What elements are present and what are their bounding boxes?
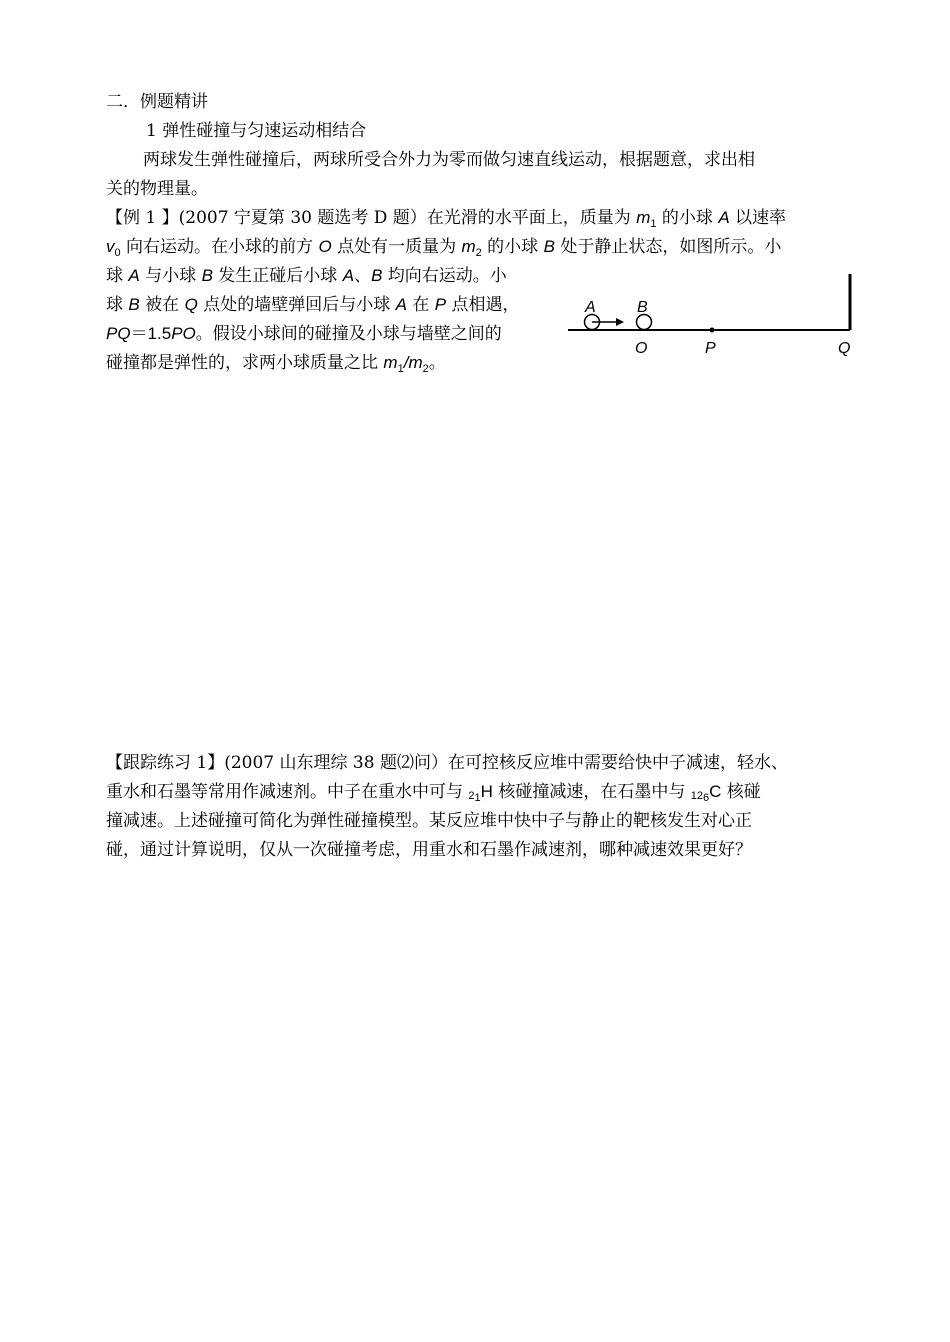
text: 的小球 xyxy=(656,208,719,228)
example1-line-1 xyxy=(106,205,786,237)
var-B: B xyxy=(371,266,383,285)
example1-line-3 xyxy=(106,263,507,289)
practice1-line-2 xyxy=(106,779,761,811)
var-m: m xyxy=(408,353,423,372)
text: 点相遇， xyxy=(446,295,520,315)
text: 向右运动。在小球的前方 xyxy=(120,237,319,257)
text: 的小球 xyxy=(481,237,544,257)
ball-b xyxy=(637,315,652,330)
var-B: B xyxy=(201,266,213,285)
sub-0: 0 xyxy=(114,247,121,259)
text: 点处有一质量为 xyxy=(331,237,462,257)
text: 核碰撞减速，在石墨中与 xyxy=(492,782,691,802)
sub-1: 1 xyxy=(650,218,657,230)
sub-2: 2 xyxy=(475,247,482,259)
text: 球 xyxy=(106,266,129,286)
var-v: v xyxy=(106,237,115,256)
label-o: O xyxy=(635,340,648,357)
sub-2: 2 xyxy=(422,363,429,375)
mass-number: 2 xyxy=(468,790,475,802)
var-A: A xyxy=(342,266,355,285)
var-B: B xyxy=(128,295,140,314)
element-c: C xyxy=(709,782,722,801)
collision-diagram xyxy=(560,268,860,368)
label-p: P xyxy=(705,340,716,357)
practice1-line-3: 撞减速。上述碰撞可简化为弹性碰撞模型。某反应堆中快中子与静止的靶核发生对心正 xyxy=(106,811,752,831)
text: 球 xyxy=(106,295,129,315)
text: 在 xyxy=(406,295,435,315)
var-A: A xyxy=(395,295,407,314)
text: 【例 1 】(2007 宁夏第 30 题选考 D 题）在光滑的水平面上，质量为 xyxy=(106,208,637,228)
text: 处于静止状态，如图所示。小 xyxy=(554,237,782,257)
var-A: A xyxy=(718,208,730,227)
atomic-number: 1 xyxy=(474,792,481,804)
intro-line-2: 关的物理量。 xyxy=(106,179,208,199)
text: 以速率 xyxy=(729,208,787,228)
var-m: m xyxy=(461,237,476,256)
var-m: m xyxy=(383,353,398,372)
text: 被在 xyxy=(139,295,185,315)
section-heading: 二．例题精讲 xyxy=(106,92,208,112)
var-O: O xyxy=(318,237,332,256)
var-PO: PO xyxy=(171,324,196,343)
text: 。假设小球间的碰撞及小球与墙壁之间的 xyxy=(195,324,502,344)
mass-number: 12 xyxy=(690,790,703,802)
text: 核碰 xyxy=(721,782,761,802)
text: 点处的墙壁弹回后与小球 xyxy=(197,295,396,315)
sub-1: 1 xyxy=(397,363,404,375)
text: 与小球 xyxy=(139,266,202,286)
example1-line-6 xyxy=(106,350,446,382)
example1-line-5 xyxy=(106,321,502,347)
label-a: A xyxy=(585,299,596,316)
text: ＝1.5 xyxy=(130,324,172,343)
text: 。 xyxy=(428,353,446,373)
var-B: B xyxy=(543,237,555,256)
text: 碰撞都是弹性的，求两小球质量之比 xyxy=(106,353,384,373)
arrow-head xyxy=(616,318,624,326)
example1-line-2 xyxy=(106,234,781,266)
label-q: Q xyxy=(838,340,851,357)
label-b: B xyxy=(637,299,648,316)
subheading: 1 弹性碰撞与匀速运动相结合 xyxy=(146,121,367,141)
text: 发生正碰后小球 xyxy=(212,266,343,286)
var-Q: Q xyxy=(184,295,198,314)
var-PQ: PQ xyxy=(106,324,131,343)
var-m: m xyxy=(636,208,651,227)
var-P: P xyxy=(434,295,447,314)
text: 均向右运动。小 xyxy=(382,266,507,286)
practice1-line-1: 【跟踪练习 1】(2007 山东理综 38 题⑵问）在可控核反应堆中需要给快中子减速，轻水、 xyxy=(106,753,788,773)
example1-line-4 xyxy=(106,292,520,318)
atomic-number: 6 xyxy=(703,792,710,804)
var-A: A xyxy=(128,266,140,285)
intro-line-1: 两球发生弹性碰撞后，两球所受合外力为零而做匀速直线运动，根据题意，求出相 xyxy=(143,150,755,170)
text: 、 xyxy=(354,266,372,286)
slash: / xyxy=(403,353,409,372)
point-p-dot xyxy=(710,328,715,333)
element-h: H xyxy=(480,782,493,801)
text: 重水和石墨等常用作减速剂。中子在重水中可与 xyxy=(106,782,469,802)
practice1-line-4: 碰，通过计算说明，仅从一次碰撞考虑，用重水和石墨作减速剂，哪种减速效果更好？ xyxy=(106,840,752,860)
